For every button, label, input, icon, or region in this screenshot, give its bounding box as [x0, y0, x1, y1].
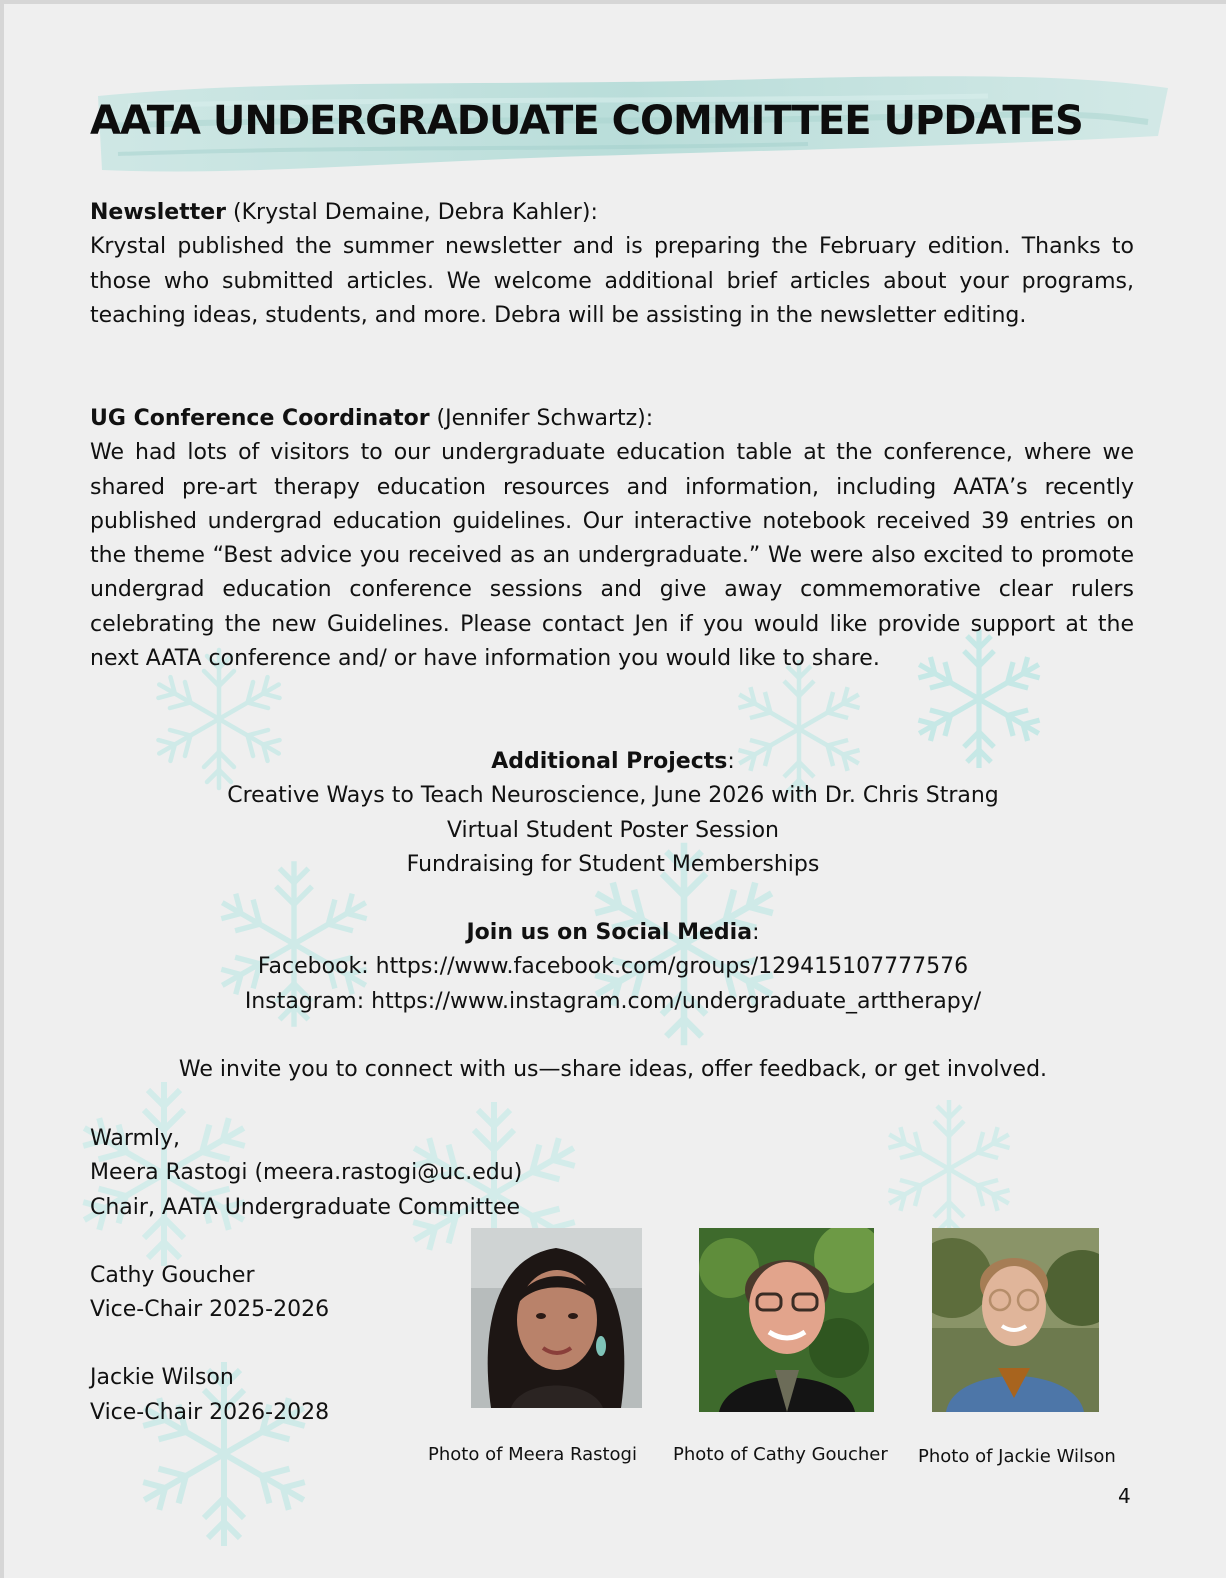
- photo-meera-rastogi: [471, 1228, 642, 1408]
- photo-caption: Photo of Meera Rastogi: [428, 1444, 637, 1465]
- conference-people: (Jennifer Schwartz):: [429, 406, 654, 431]
- conference-heading: UG Conference Coordinator: [90, 406, 430, 431]
- invite-text: We invite you to connect with us—share ideas, offer feedback, or get involved.: [178, 1057, 1048, 1082]
- project-item: Creative Ways to Teach Neuroscience, June 2026 with Dr. Chris Strang: [227, 783, 999, 809]
- signoff: [90, 1122, 522, 1430]
- project-item: Virtual Student Poster Session: [446, 817, 780, 843]
- photo-caption: Photo of Jackie Wilson: [918, 1446, 1116, 1467]
- vice-chair-1-title: Vice-Chair 2025-2026: [90, 1297, 330, 1323]
- instagram-link[interactable]: Instagram: https://www.instagram.com/undergraduate_arttherapy/: [244, 988, 982, 1014]
- newsletter-page: [4, 4, 1226, 1578]
- newsletter-people: (Krystal Demaine, Debra Kahler):: [226, 200, 598, 225]
- project-item: Fundraising for Student Memberships: [406, 851, 820, 877]
- page-title: AATA UNDERGRADUATE COMMITTEE UPDATES: [90, 98, 1083, 144]
- photo-jackie-wilson: [932, 1228, 1099, 1412]
- photo-cathy-goucher: [699, 1228, 874, 1412]
- greeting: Warmly,: [90, 1126, 181, 1151]
- vice-chair-1-name: Cathy Goucher: [90, 1262, 255, 1288]
- chair-name: Meera Rastogi (meera.rastogi@uc.edu): [90, 1160, 523, 1186]
- chair-title: Chair, AATA Undergraduate Committee: [90, 1194, 521, 1220]
- conference-body: We had lots of visitors to our undergraduate education table at the conference, where we shared pre-art therapy education resources and information, including AATA’s recently published undergrad education guidelines. Our interactive notebook received 39 entries on the theme “Best advice you received as an undergraduate.” We were also excited to promote undergrad education conference sessions and give away commemorative clear rulers celebrating the new Guidelines. Please contact Jen if you would like provide support at the next AATA conference and/ or have information you would like to share.: [90, 440, 1134, 672]
- projects-heading: Additional Projects: [491, 749, 728, 774]
- newsletter-body: Krystal published the summer newsletter and is preparing the February edition. Thanks to those who submitted articles. We welcome additional brief articles about your programs, teaching ideas, students, and more. Debra will be assisting in the newsletter editing.: [90, 234, 1134, 328]
- social-heading: Join us on Social Media: [466, 920, 753, 945]
- newsletter-section: [90, 196, 1134, 333]
- vice-chair-2-name: Jackie Wilson: [90, 1365, 234, 1391]
- snowflake-icon: [874, 1094, 1024, 1244]
- newsletter-heading: Newsletter: [90, 200, 227, 225]
- facebook-link[interactable]: Facebook: https://www.facebook.com/groups/129415107777576: [257, 954, 969, 980]
- additional-projects: Additional Projects: Creative Ways to Teach Neuroscience, June 2026 with Dr. Chris Strang Virtual Student Poster Session Fundraising for Student Memberships: [4, 745, 1222, 882]
- conference-section: [90, 402, 1134, 676]
- vice-chair-2-title: Vice-Chair 2026-2028: [90, 1399, 330, 1425]
- photo-caption: Photo of Cathy Goucher: [673, 1444, 888, 1465]
- page-number: 4: [1118, 1484, 1131, 1508]
- social-media: Join us on Social Media: Facebook: https://www.facebook.com/groups/129415107777576 Instagram: https://www.instagram.com/undergraduate_arttherapy/: [4, 916, 1222, 1019]
